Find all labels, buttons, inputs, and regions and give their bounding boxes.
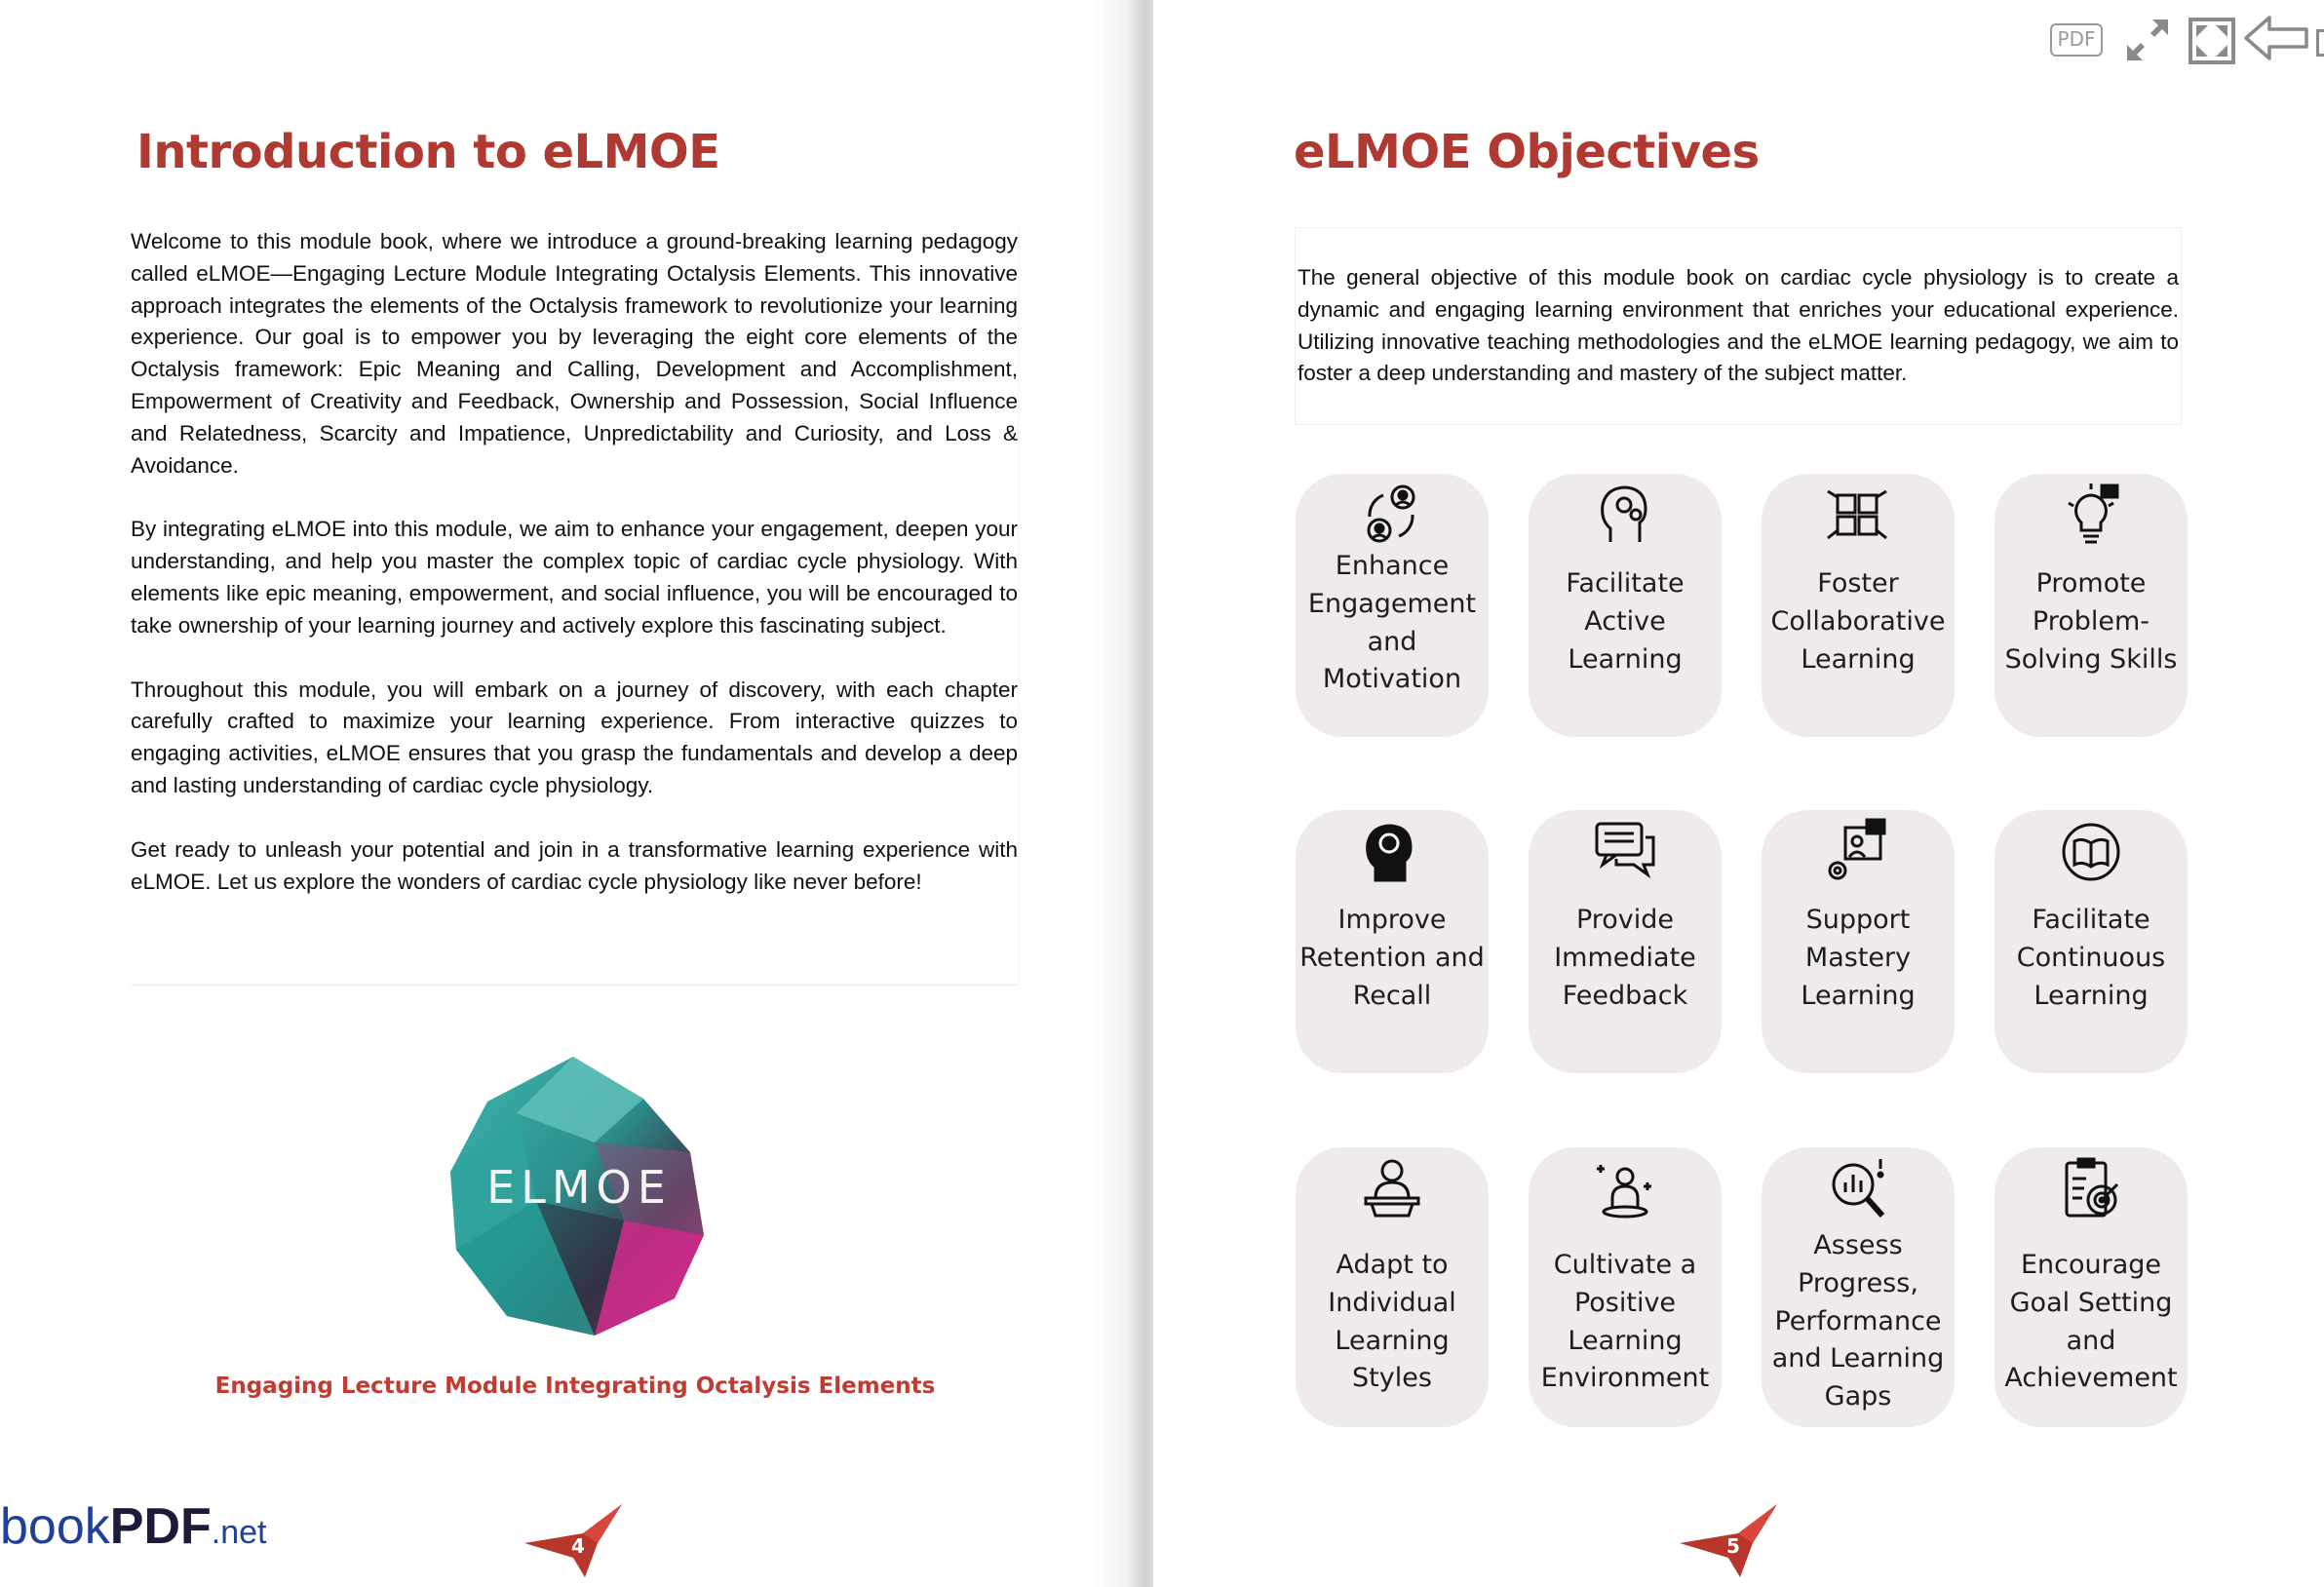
back-arrow-icon[interactable]	[2244, 16, 2308, 60]
magnifier-chart-icon	[1824, 1155, 1892, 1223]
objective-label: Assess Progress, Performance and Learning Gaps	[1771, 1230, 1945, 1413]
logo-text: ELMOE	[486, 1161, 672, 1214]
page-number: 4	[571, 1534, 585, 1558]
pdf-icon[interactable]	[2050, 23, 2103, 57]
person-sparkle-icon	[1591, 1155, 1659, 1223]
page-title: eLMOE Objectives	[1294, 125, 1760, 179]
objective-label: Promote Problem-Solving Skills	[2004, 568, 2178, 675]
intro-paragraph: Get ready to unleash your potential and join in a transformative learning experience with eLMOE. Let us explore the wonders of cardiac cycle physiology like never before!	[131, 836, 1018, 894]
objective-card	[1529, 1147, 1722, 1427]
objective-label: Adapt to Individual Learning Styles	[1328, 1250, 1456, 1394]
objective-card	[1296, 1147, 1489, 1427]
toolbar-edge-icon[interactable]	[2316, 29, 2324, 57]
people-cycle-icon	[1358, 482, 1426, 550]
objective-card	[1529, 474, 1722, 737]
learner-laptop-icon	[1358, 1155, 1426, 1223]
intro-paragraph: Throughout this module, you will embark on a journey of discovery, with each chapter carefully crafted to maximize your learning experience. From interactive quizzes to engaging activities, eLMOE ensures that you grasp the fundamentals and develop a deep and lasting understanding of cardiac cycle physiology.	[131, 677, 1018, 797]
chat-bubbles-icon	[1591, 818, 1659, 886]
presentation-book-icon	[1824, 818, 1892, 886]
objective-label: Foster Collaborative Learning	[1770, 568, 1946, 675]
logo-tagline: Engaging Lecture Module Integrating Octalysis Elements	[214, 1374, 936, 1399]
intro-paragraph: By integrating eLMOE into this module, we aim to enhance your engagement, deepen your understanding, and help you master the complex topic of cardiac cycle physiology. With elements like epic meaning, empowerment, and social influence, you will be encouraged to take ownership of your learning journey and actively explore this fascinating subject.	[131, 517, 1018, 638]
objective-card	[1995, 810, 2188, 1073]
objective-card	[1762, 1147, 1955, 1427]
objectives-intro: The general objective of this module book on cardiac cycle physiology is to create a dynamic and engaging learning environment that enriches your educational experience. Utilizing innovative teaching methodologies and the eLMOE learning pedagogy, we aim to foster a deep understanding and mastery of the subject matter.	[1298, 265, 2179, 386]
objective-card	[1762, 474, 1955, 737]
book-cycle-icon	[2057, 818, 2125, 886]
watermark-part: book	[0, 1498, 110, 1555]
puzzle-hands-icon	[1824, 482, 1892, 550]
head-gears-icon	[1591, 482, 1659, 550]
objective-card	[1995, 1147, 2188, 1427]
head-refresh-icon	[1358, 818, 1426, 886]
lightbulb-icon	[2057, 482, 2125, 550]
page-title: Introduction to eLMOE	[136, 125, 720, 179]
shrink-icon[interactable]	[2125, 18, 2170, 62]
objective-label: Support Mastery Learning	[1801, 905, 1916, 1011]
intro-text-box	[131, 226, 1019, 986]
objective-label: Cultivate a Positive Learning Environment	[1540, 1250, 1710, 1394]
clipboard-target-icon	[2057, 1155, 2125, 1223]
objective-card	[1529, 810, 1722, 1073]
objective-card	[1762, 810, 1955, 1073]
objective-card	[1296, 474, 1489, 737]
objective-label: Encourage Goal Setting and Achievement	[2004, 1250, 2178, 1394]
objective-card	[1995, 474, 2188, 737]
watermark-part: PDF	[109, 1498, 212, 1555]
objectives-intro-box	[1295, 227, 2182, 425]
intro-paragraph: Welcome to this module book, where we introduce a ground-breaking learning pedagogy called eLMOE—Engaging Lecture Module Integrating Octalysis Elements. This innovative approach integrates the elements of the Octalysis framework to revolutionize your learning experience. Our goal is to empower you by leveraging the eight core elements of the Octalysis framework: Epic Meaning and Calling, Development and Accomplishment, Empowerment of Creativity and Feedback, Ownership and Possession, Social Influence and Relatedness, Scarcity and Impatience, Unpredictability and Curiosity, and Loss & Avoidance.	[131, 229, 1018, 478]
pdf-label: PDF	[2057, 27, 2096, 51]
right-page	[1153, 0, 2324, 1587]
watermark-part: .net	[211, 1514, 267, 1551]
left-page	[0, 0, 1131, 1587]
fullscreen-icon[interactable]	[2188, 18, 2235, 64]
elmoe-logo	[448, 1055, 707, 1337]
watermark	[0, 1497, 266, 1556]
objective-label: Improve Retention and Recall	[1299, 905, 1485, 1011]
objective-label: Provide Immediate Feedback	[1554, 905, 1696, 1011]
objective-label: Facilitate Continuous Learning	[2016, 905, 2166, 1011]
page-number: 5	[1726, 1534, 1740, 1558]
objective-label: Facilitate Active Learning	[1566, 568, 1685, 675]
objective-label: Enhance Engagement and Motivation	[1307, 551, 1477, 695]
objective-card	[1296, 810, 1489, 1073]
